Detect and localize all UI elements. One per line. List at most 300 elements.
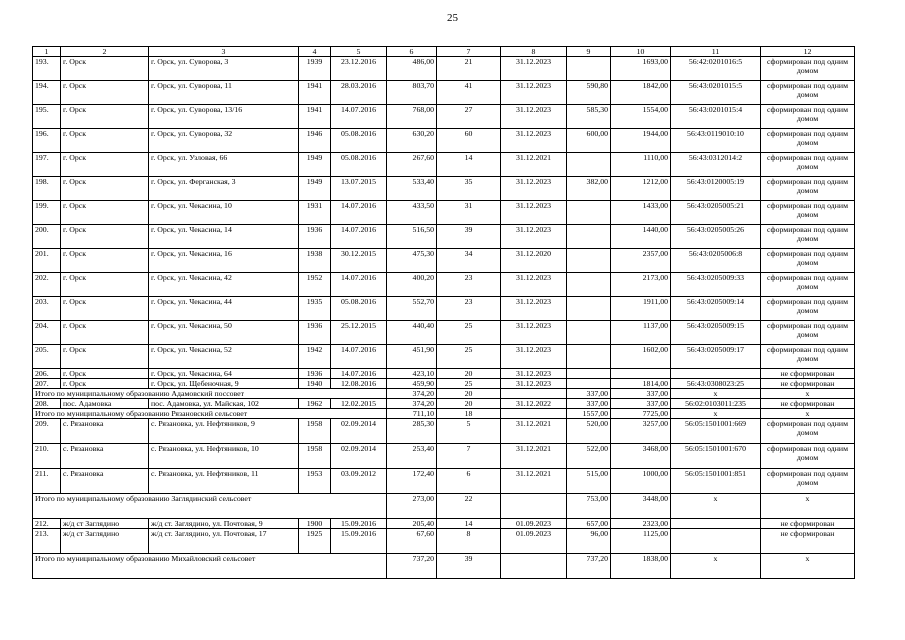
table-cell: 1838,00 bbox=[611, 554, 671, 579]
table-cell: 600,00 bbox=[567, 129, 611, 153]
table-cell: 194. bbox=[33, 81, 61, 105]
table-cell: 486,00 bbox=[387, 57, 437, 81]
table-cell bbox=[671, 519, 761, 529]
table-cell: 1958 bbox=[299, 419, 331, 444]
table-cell: 585,30 bbox=[567, 105, 611, 129]
table-cell: 201. bbox=[33, 249, 61, 273]
table-cell: сформирован под одним домом bbox=[761, 273, 855, 297]
table-cell: 6 bbox=[387, 47, 437, 57]
table-row bbox=[33, 379, 855, 389]
table-cell: 1137,00 bbox=[611, 321, 671, 345]
table-cell: 203. bbox=[33, 297, 61, 321]
table-row bbox=[33, 249, 855, 273]
table-cell: 451,90 bbox=[387, 345, 437, 369]
table-cell: 56:42:0201016:5 bbox=[671, 57, 761, 81]
table-cell: 1911,00 bbox=[611, 297, 671, 321]
table-row bbox=[33, 57, 855, 81]
total-row bbox=[33, 554, 855, 579]
table-cell: с. Рязановка, ул. Нефтяников, 10 bbox=[149, 444, 299, 469]
table-cell: сформирован под одним домом bbox=[761, 81, 855, 105]
table-cell: 2357,00 bbox=[611, 249, 671, 273]
table-cell: x bbox=[761, 494, 855, 519]
table-cell: 1946 bbox=[299, 129, 331, 153]
table-cell: 1938 bbox=[299, 249, 331, 273]
table-cell: 25.12.2015 bbox=[331, 321, 387, 345]
table-cell: Итого по муниципальному образованию Адамовский поссовет bbox=[33, 389, 387, 399]
table-cell: 423,10 bbox=[387, 369, 437, 379]
table-cell bbox=[567, 201, 611, 225]
table-row bbox=[33, 153, 855, 177]
table-cell: г. Орск, ул. Чекасина, 42 bbox=[149, 273, 299, 297]
table-cell: 1925 bbox=[299, 529, 331, 554]
table-cell: 273,00 bbox=[387, 494, 437, 519]
table-cell: 1939 bbox=[299, 57, 331, 81]
table-cell: 552,70 bbox=[387, 297, 437, 321]
table-cell: 630,20 bbox=[387, 129, 437, 153]
table-cell: 198. bbox=[33, 177, 61, 201]
table-cell: 204. bbox=[33, 321, 61, 345]
table-cell bbox=[567, 297, 611, 321]
table-cell bbox=[567, 379, 611, 389]
table-cell: сформирован под одним домом bbox=[761, 419, 855, 444]
table-cell: 516,50 bbox=[387, 225, 437, 249]
table-cell: 172,40 bbox=[387, 469, 437, 494]
table-cell: 30.12.2015 bbox=[331, 249, 387, 273]
table-cell: г. Орск, ул. Суворова, 11 bbox=[149, 81, 299, 105]
table-cell bbox=[567, 225, 611, 249]
table-cell: 1936 bbox=[299, 369, 331, 379]
table-cell: 210. bbox=[33, 444, 61, 469]
table-cell: 31.12.2023 bbox=[501, 273, 567, 297]
table-cell: г. Орск, ул. Узловая, 66 bbox=[149, 153, 299, 177]
table-cell: 31.12.2023 bbox=[501, 105, 567, 129]
table-cell: сформирован под одним домом bbox=[761, 177, 855, 201]
table-cell: 14.07.2016 bbox=[331, 105, 387, 129]
table-cell: 7 bbox=[437, 444, 501, 469]
table-cell: 01.09.2023 bbox=[501, 529, 567, 554]
table-cell: 12.08.2016 bbox=[331, 379, 387, 389]
table-cell: 56:43:0308023:25 bbox=[671, 379, 761, 389]
table-cell: 803,70 bbox=[387, 81, 437, 105]
table-cell bbox=[671, 369, 761, 379]
table-cell: 15.09.2016 bbox=[331, 529, 387, 554]
table-cell: 1110,00 bbox=[611, 153, 671, 177]
table-cell: с. Рязановка bbox=[61, 419, 149, 444]
table-cell: 9 bbox=[567, 47, 611, 57]
table-cell: Итого по муниципальному образованию Рязановский сельсовет bbox=[33, 409, 387, 419]
table-cell: 196. bbox=[33, 129, 61, 153]
table-cell: 56:43:0205009:33 bbox=[671, 273, 761, 297]
table-cell: 1440,00 bbox=[611, 225, 671, 249]
table-cell: 22 bbox=[437, 494, 501, 519]
table-cell: Итого по муниципальному образованию Михайловский сельсовет bbox=[33, 554, 387, 579]
table-cell: г. Орск, ул. Суворова, 32 bbox=[149, 129, 299, 153]
table-cell: 1 bbox=[33, 47, 61, 57]
table-cell: 195. bbox=[33, 105, 61, 129]
table-cell: г. Орск, ул. Чекасина, 50 bbox=[149, 321, 299, 345]
table-cell: 31.12.2023 bbox=[501, 177, 567, 201]
table-cell: 14.07.2016 bbox=[331, 225, 387, 249]
table-cell: сформирован под одним домом bbox=[761, 201, 855, 225]
table-row bbox=[33, 519, 855, 529]
page-number: 25 bbox=[447, 12, 458, 24]
total-row bbox=[33, 409, 855, 419]
table-cell: 05.08.2016 bbox=[331, 297, 387, 321]
table-cell: г. Орск, ул. Суворова, 13/16 bbox=[149, 105, 299, 129]
table-cell: 2323,00 bbox=[611, 519, 671, 529]
table-cell: 1935 bbox=[299, 297, 331, 321]
table-cell: г. Орск bbox=[61, 369, 149, 379]
table-cell bbox=[501, 494, 567, 519]
table-cell: сформирован под одним домом bbox=[761, 444, 855, 469]
table-cell: г. Орск, ул. Чекасина, 16 bbox=[149, 249, 299, 273]
table-cell: пос. Адамовка bbox=[61, 399, 149, 409]
table-row bbox=[33, 201, 855, 225]
total-row bbox=[33, 494, 855, 519]
table-row bbox=[33, 529, 855, 554]
table-cell: г. Орск, ул. Чекасина, 64 bbox=[149, 369, 299, 379]
table-cell: 2 bbox=[61, 47, 149, 57]
table-cell: 25 bbox=[437, 321, 501, 345]
table-cell: 213. bbox=[33, 529, 61, 554]
table-cell: 2173,00 bbox=[611, 273, 671, 297]
table-cell: 20 bbox=[437, 389, 501, 399]
table-cell: 23 bbox=[437, 297, 501, 321]
table-cell: 1936 bbox=[299, 321, 331, 345]
table-cell: 206. bbox=[33, 369, 61, 379]
table-cell: г. Орск, ул. Чекасина, 52 bbox=[149, 345, 299, 369]
table-cell: 475,30 bbox=[387, 249, 437, 273]
table-cell: 31.12.2021 bbox=[501, 419, 567, 444]
table-cell: 31.12.2021 bbox=[501, 469, 567, 494]
table-cell: 205. bbox=[33, 345, 61, 369]
table-cell: 03.09.2012 bbox=[331, 469, 387, 494]
table-cell: 31.12.2023 bbox=[501, 57, 567, 81]
table-cell: 1949 bbox=[299, 153, 331, 177]
table-cell: сформирован под одним домом bbox=[761, 321, 855, 345]
table-cell bbox=[501, 554, 567, 579]
table-cell: 56:43:0205006:8 bbox=[671, 249, 761, 273]
table-cell: 12 bbox=[761, 47, 855, 57]
table-cell bbox=[611, 369, 671, 379]
table-cell: с. Рязановка, ул. Нефтяников, 11 bbox=[149, 469, 299, 494]
table-cell bbox=[671, 529, 761, 554]
table-cell: 25 bbox=[437, 345, 501, 369]
table-cell: 197. bbox=[33, 153, 61, 177]
table-cell: 41 bbox=[437, 81, 501, 105]
table-cell: 4 bbox=[299, 47, 331, 57]
table-cell: 56:05:1501001:669 bbox=[671, 419, 761, 444]
table-cell: г. Орск, ул. Чекасина, 14 bbox=[149, 225, 299, 249]
table-cell: 7725,00 bbox=[611, 409, 671, 419]
table-cell: г. Орск bbox=[61, 153, 149, 177]
table-cell: 440,40 bbox=[387, 321, 437, 345]
table-cell: г. Орск, ул. Ферганская, 3 bbox=[149, 177, 299, 201]
table-cell: 737,20 bbox=[567, 554, 611, 579]
table-cell: 13.07.2015 bbox=[331, 177, 387, 201]
table-row bbox=[33, 369, 855, 379]
table-cell: 211. bbox=[33, 469, 61, 494]
table-cell: 67,60 bbox=[387, 529, 437, 554]
table-cell: 31.12.2023 bbox=[501, 345, 567, 369]
table-cell: 400,20 bbox=[387, 273, 437, 297]
table-cell: 1949 bbox=[299, 177, 331, 201]
table-cell: 31.12.2023 bbox=[501, 321, 567, 345]
table-cell: 27 bbox=[437, 105, 501, 129]
table-cell bbox=[567, 249, 611, 273]
table-cell: 1125,00 bbox=[611, 529, 671, 554]
table-cell: сформирован под одним домом bbox=[761, 129, 855, 153]
table-cell: 337,00 bbox=[567, 399, 611, 409]
table-cell: 39 bbox=[437, 554, 501, 579]
table-cell: ж/д ст Заглядино bbox=[61, 529, 149, 554]
table-cell: 515,00 bbox=[567, 469, 611, 494]
table-cell: 1931 bbox=[299, 201, 331, 225]
table-cell: x bbox=[761, 389, 855, 399]
table-cell: не сформирован bbox=[761, 519, 855, 529]
table-cell: 14.07.2016 bbox=[331, 273, 387, 297]
table-cell: 31.12.2023 bbox=[501, 369, 567, 379]
table-cell: г. Орск, ул. Суворова, 3 bbox=[149, 57, 299, 81]
table-cell: сформирован под одним домом bbox=[761, 225, 855, 249]
table-cell: сформирован под одним домом bbox=[761, 297, 855, 321]
table-cell: 1900 bbox=[299, 519, 331, 529]
table-cell: 1433,00 bbox=[611, 201, 671, 225]
table-cell: 56:43:0205009:17 bbox=[671, 345, 761, 369]
table-cell: 96,00 bbox=[567, 529, 611, 554]
table-cell: 14.07.2016 bbox=[331, 345, 387, 369]
table-cell: x bbox=[671, 494, 761, 519]
table-row bbox=[33, 419, 855, 444]
table-cell: 208. bbox=[33, 399, 61, 409]
table-cell: 56:43:0205009:14 bbox=[671, 297, 761, 321]
table-cell: 56:43:0205009:15 bbox=[671, 321, 761, 345]
table-cell bbox=[501, 409, 567, 419]
table-cell: не сформирован bbox=[761, 379, 855, 389]
table-cell: 737,20 bbox=[387, 554, 437, 579]
table-cell: 31.12.2021 bbox=[501, 153, 567, 177]
table-row bbox=[33, 399, 855, 409]
table-cell: 205,40 bbox=[387, 519, 437, 529]
table-cell: 10 bbox=[611, 47, 671, 57]
table-cell: 382,00 bbox=[567, 177, 611, 201]
table-cell: 6 bbox=[437, 469, 501, 494]
table-cell: 202. bbox=[33, 273, 61, 297]
table-cell: x bbox=[671, 409, 761, 419]
table-cell: 590,80 bbox=[567, 81, 611, 105]
table-row bbox=[33, 177, 855, 201]
table-cell: 7 bbox=[437, 47, 501, 57]
table-cell: 35 bbox=[437, 177, 501, 201]
table-cell: 3448,00 bbox=[611, 494, 671, 519]
table-cell: 199. bbox=[33, 201, 61, 225]
table-cell: с. Рязановка bbox=[61, 469, 149, 494]
table-cell: г. Орск bbox=[61, 177, 149, 201]
table-cell: 1000,00 bbox=[611, 469, 671, 494]
table-cell: г. Орск bbox=[61, 249, 149, 273]
table-cell: 1693,00 bbox=[611, 57, 671, 81]
table-cell: 31 bbox=[437, 201, 501, 225]
table-cell: 31.12.2021 bbox=[501, 444, 567, 469]
table-row bbox=[33, 469, 855, 494]
table-cell: 14 bbox=[437, 153, 501, 177]
table-cell: не сформирован bbox=[761, 369, 855, 379]
table-cell: x bbox=[671, 554, 761, 579]
table-cell: 1554,00 bbox=[611, 105, 671, 129]
table-cell bbox=[567, 153, 611, 177]
table-cell: 267,60 bbox=[387, 153, 437, 177]
table-cell: 56:43:0201015:4 bbox=[671, 105, 761, 129]
table-cell: 56:05:1501001:670 bbox=[671, 444, 761, 469]
table-cell: 14 bbox=[437, 519, 501, 529]
table-cell: 56:43:0205005:26 bbox=[671, 225, 761, 249]
table-cell: 459,90 bbox=[387, 379, 437, 389]
table-cell: 337,00 bbox=[611, 399, 671, 409]
table-cell: г. Орск bbox=[61, 297, 149, 321]
table-cell: 11 bbox=[671, 47, 761, 57]
table-cell: 8 bbox=[501, 47, 567, 57]
table-cell: 8 bbox=[437, 529, 501, 554]
table-cell: 1953 bbox=[299, 469, 331, 494]
registry-table bbox=[32, 46, 855, 579]
total-row bbox=[33, 389, 855, 399]
table-cell: 3 bbox=[149, 47, 299, 57]
table-cell: г. Орск bbox=[61, 225, 149, 249]
table-cell: 285,30 bbox=[387, 419, 437, 444]
table-cell: 200. bbox=[33, 225, 61, 249]
table-cell: не сформирован bbox=[761, 399, 855, 409]
table-cell: 1557,00 bbox=[567, 409, 611, 419]
table-cell: 1958 bbox=[299, 444, 331, 469]
table-cell: 28.03.2016 bbox=[331, 81, 387, 105]
table-cell: с. Рязановка, ул. Нефтяников, 9 bbox=[149, 419, 299, 444]
table-cell: 207. bbox=[33, 379, 61, 389]
table-cell: 20 bbox=[437, 399, 501, 409]
table-cell bbox=[501, 389, 567, 399]
table-cell: 31.12.2023 bbox=[501, 201, 567, 225]
table-row bbox=[33, 273, 855, 297]
header-row bbox=[33, 47, 855, 57]
table-cell: г. Орск bbox=[61, 345, 149, 369]
table-cell: 20 bbox=[437, 369, 501, 379]
table-cell: ж/д ст. Заглядино, ул. Почтовая, 9 bbox=[149, 519, 299, 529]
table-row bbox=[33, 297, 855, 321]
table-cell: 56:43:0312014:2 bbox=[671, 153, 761, 177]
table-cell: г. Орск bbox=[61, 273, 149, 297]
table-cell: 3468,00 bbox=[611, 444, 671, 469]
table-cell: 374,20 bbox=[387, 399, 437, 409]
table-cell: 520,00 bbox=[567, 419, 611, 444]
table-row bbox=[33, 345, 855, 369]
table-cell: 56:02:0103011:235 bbox=[671, 399, 761, 409]
table-cell: 533,40 bbox=[387, 177, 437, 201]
table-cell: 56:43:0201015:5 bbox=[671, 81, 761, 105]
table-cell: 5 bbox=[331, 47, 387, 57]
table-cell: 31.12.2023 bbox=[501, 81, 567, 105]
table-cell: г. Орск, ул. Чекасина, 10 bbox=[149, 201, 299, 225]
table-cell: г. Орск bbox=[61, 105, 149, 129]
table-cell: 657,00 bbox=[567, 519, 611, 529]
table-cell bbox=[567, 345, 611, 369]
table-row bbox=[33, 81, 855, 105]
table-cell: 56:05:1501001:851 bbox=[671, 469, 761, 494]
table-cell: г. Орск bbox=[61, 57, 149, 81]
table-cell: 14.07.2016 bbox=[331, 369, 387, 379]
table-cell: 31.12.2020 bbox=[501, 249, 567, 273]
table-cell: 21 bbox=[437, 57, 501, 81]
table-cell: 60 bbox=[437, 129, 501, 153]
table-cell: г. Орск bbox=[61, 129, 149, 153]
table-row bbox=[33, 129, 855, 153]
table-cell: 1941 bbox=[299, 105, 331, 129]
table-cell: пос. Адамовка, ул. Майская, 102 bbox=[149, 399, 299, 409]
table-cell: г. Орск bbox=[61, 321, 149, 345]
table-cell: x bbox=[761, 554, 855, 579]
table-cell: 1962 bbox=[299, 399, 331, 409]
table-row bbox=[33, 225, 855, 249]
table-cell: ж/д ст Заглядино bbox=[61, 519, 149, 529]
table-cell: сформирован под одним домом bbox=[761, 249, 855, 273]
table-cell: 31.12.2023 bbox=[501, 129, 567, 153]
table-cell: 337,00 bbox=[611, 389, 671, 399]
table-cell: г. Орск bbox=[61, 81, 149, 105]
table-cell: ж/д ст. Заглядино, ул. Почтовая, 17 bbox=[149, 529, 299, 554]
table-cell bbox=[567, 321, 611, 345]
table-cell: x bbox=[761, 409, 855, 419]
table-cell: 18 bbox=[437, 409, 501, 419]
table-cell: 31.12.2023 bbox=[501, 297, 567, 321]
table-cell: 253,40 bbox=[387, 444, 437, 469]
table-cell: 23 bbox=[437, 273, 501, 297]
table-cell: 212. bbox=[33, 519, 61, 529]
table-cell: 15.09.2016 bbox=[331, 519, 387, 529]
table-cell: 25 bbox=[437, 379, 501, 389]
table-cell: x bbox=[671, 389, 761, 399]
table-cell bbox=[567, 57, 611, 81]
table-cell bbox=[567, 273, 611, 297]
table-row bbox=[33, 105, 855, 129]
table-cell: 31.12.2023 bbox=[501, 379, 567, 389]
table-cell: 01.09.2023 bbox=[501, 519, 567, 529]
table-cell: г. Орск, ул. Щебеночная, 9 bbox=[149, 379, 299, 389]
table-cell: 02.09.2014 bbox=[331, 444, 387, 469]
table-row bbox=[33, 321, 855, 345]
table-cell: с. Рязановка bbox=[61, 444, 149, 469]
table-cell: 1941 bbox=[299, 81, 331, 105]
table-cell: г. Орск bbox=[61, 379, 149, 389]
table-cell: 433,50 bbox=[387, 201, 437, 225]
table-cell: 34 bbox=[437, 249, 501, 273]
table-cell bbox=[567, 369, 611, 379]
table-cell: 56:43:0205005:21 bbox=[671, 201, 761, 225]
table-cell: 14.07.2016 bbox=[331, 201, 387, 225]
table-cell: сформирован под одним домом bbox=[761, 57, 855, 81]
table-cell: 1952 bbox=[299, 273, 331, 297]
table-cell: 753,00 bbox=[567, 494, 611, 519]
table-cell: 5 bbox=[437, 419, 501, 444]
table-cell: 1602,00 bbox=[611, 345, 671, 369]
table-cell: 1940 bbox=[299, 379, 331, 389]
table-cell: 31.12.2022 bbox=[501, 399, 567, 409]
table-cell: 31.12.2023 bbox=[501, 225, 567, 249]
table-cell: 56:43:0120005:19 bbox=[671, 177, 761, 201]
table-cell: 1936 bbox=[299, 225, 331, 249]
table-cell: не сформирован bbox=[761, 529, 855, 554]
table-cell: 209. bbox=[33, 419, 61, 444]
table-cell: 1942 bbox=[299, 345, 331, 369]
table-cell: сформирован под одним домом bbox=[761, 345, 855, 369]
table-cell: 337,00 bbox=[567, 389, 611, 399]
